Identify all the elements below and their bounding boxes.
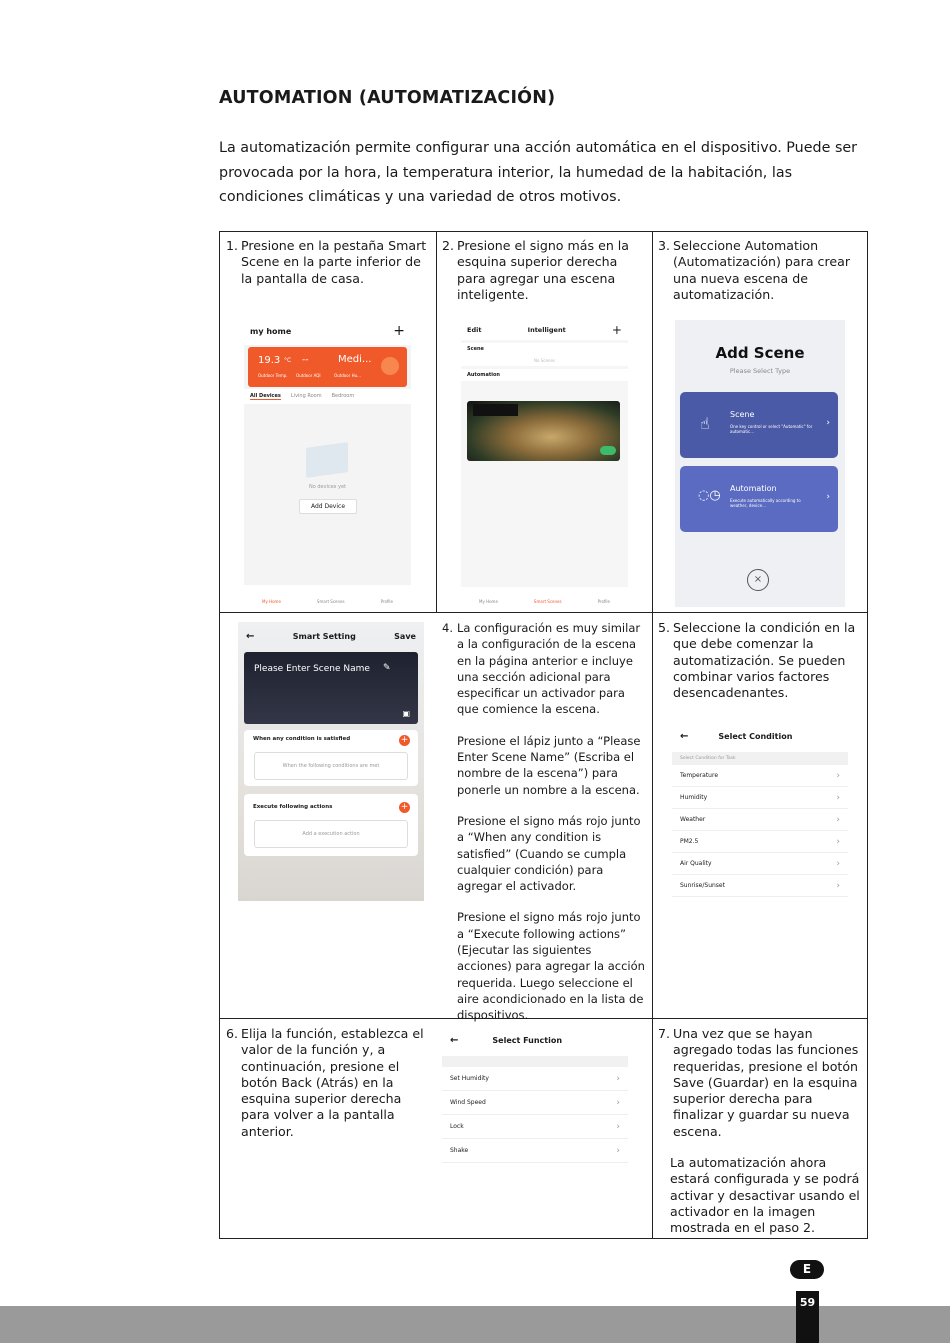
step-6: 6. Elija la función, establezca el valor de la función y, a continuación, presione el botón Back (Atrás) en la esquina superior derecha para volver a la pantalla anterior. <box>226 1026 424 1139</box>
close-icon[interactable]: × <box>747 569 769 591</box>
scene-photo <box>467 401 620 461</box>
add-icon: + <box>393 323 405 339</box>
screenshot-add-scene: Add Scene Please Select Type ☝ Scene One key control or select "Automatic" for automatic... › ◌◷ Automation Execute automatically according to weather, device... › × <box>675 320 845 607</box>
step-2: 2. Presione el signo más en la esquina superior derecha para agregar una escena inteligente. <box>442 238 630 302</box>
add-device-button[interactable]: Add Device <box>299 499 357 514</box>
condition-item[interactable]: Weather › <box>672 809 848 831</box>
image-icon[interactable]: ▣ <box>402 709 410 718</box>
condition-item[interactable]: PM2.5 › <box>672 831 848 853</box>
toggle[interactable] <box>600 446 616 455</box>
intro-paragraph: La automatización permite configurar una acción automática en el dispositivo. Puede ser provocada por la hora, la temperatura interior, la humedad de la habitación, las condiciones climáticas y una variedad de otros motivos. <box>219 140 858 205</box>
page-number: 59 <box>796 1291 819 1343</box>
empty-box-icon <box>306 442 348 478</box>
weather-clock-icon: ◌◷ <box>698 488 721 503</box>
add-action-button[interactable]: + <box>400 802 409 812</box>
screenshot-intelligent: Edit Intelligent + Scene No Scenes Automation My Home Smart Scenes Profile <box>461 320 628 607</box>
condition-item[interactable]: Air Quality › <box>672 853 848 875</box>
screenshot-smart-setting: ← Smart Setting Save Please Enter Scene Name ✎ ▣ When any condition is satisfied + When the following conditions are met Execute following actions + Add a execution action <box>238 622 424 901</box>
scene-card[interactable]: ☝ Scene One key control or select "Automatic" for automatic... › <box>680 392 838 458</box>
pencil-icon[interactable]: ✎ <box>383 663 391 673</box>
condition-item[interactable]: Sunrise/Sunset › <box>672 875 848 897</box>
condition-item[interactable]: Temperature › <box>672 765 848 787</box>
screenshot-select-function: ← Select Function Set Humidity › Wind Speed › Lock › Shake › <box>442 1024 628 1164</box>
function-item[interactable]: Lock › <box>442 1115 628 1139</box>
page-title: AUTOMATION (AUTOMATIZACIÓN) <box>219 88 556 108</box>
language-badge: E <box>790 1260 824 1279</box>
add-icon[interactable]: + <box>611 323 622 337</box>
step-4: 4. La configuración es muy similar a la configuración de la escena en la página anterior e incluye una sección adicional para especificar un activador para que comience la escena. Presione el lápiz junto a “Please Enter Scene Name” (Escriba el nombre de la escena”) para ponerle un nombre a la escena. Presione el signo más rojo junto a “When any condition is satisfied” (Cuando se cumpla cualquier condición) para agregar el activador. Presione el signo más rojo junto a “Execute following actions” (Ejecutar las siguientes acciones) para agregar la acción requerida. Luego seleccione el aire acondicionado en la lista de dispositivos. <box>442 621 645 1023</box>
step-5: 5. Seleccione la condición en la que debe comenzar la automatización. Se pueden combinar varios factores desencadenantes. <box>658 620 856 701</box>
screenshot-select-condition: ← Select Condition Select Condition for Task Temperature › Humidity › Weather › PM2.5 › Air Quality › Sunrise/Sunset › <box>672 720 848 903</box>
mic-icon <box>381 357 399 375</box>
function-item[interactable]: Shake › <box>442 1139 628 1163</box>
step-7: 7. Una vez que se hayan agregado todas las funciones requeridas, presione el botón Save (Guardar) en la esquina superior derecha para finalizar y guardar su nueva escena. La automatización ahora estará configurada y se podrá activar y desactivar usando el activador en la imagen mostrada en el paso 2. <box>658 1026 860 1236</box>
chevron-right-icon: › <box>826 492 830 502</box>
step-1: 1. Presione en la pestaña Smart Scene en la parte inferior de la pantalla de casa. <box>226 238 427 286</box>
screenshot-home: my home + 19.3 °C -- Medi... Outdoor Temp. Outdoor AQI Outdoor Hu... All Devices Living Room Bedroom No devices yet Add Device My Home Smart Scenes Profile <box>244 317 411 607</box>
function-item[interactable]: Wind Speed › <box>442 1091 628 1115</box>
back-arrow-icon[interactable]: ← <box>450 1034 459 1046</box>
add-condition-button[interactable]: + <box>400 735 409 745</box>
function-item[interactable]: Set Humidity › <box>442 1067 628 1091</box>
automation-card[interactable]: ◌◷ Automation Execute automatically according to weather, device... › <box>680 466 838 532</box>
scene-name-banner[interactable]: Please Enter Scene Name ✎ ▣ <box>244 652 418 724</box>
steps-table <box>219 231 868 1239</box>
tap-icon: ☝ <box>700 414 710 433</box>
condition-item[interactable]: Humidity › <box>672 787 848 809</box>
back-arrow-icon[interactable]: ← <box>246 630 255 642</box>
back-arrow-icon[interactable]: ← <box>680 730 689 742</box>
step-3: 3. Seleccione Automation (Automatización) para crear una nueva escena de automatización. <box>658 238 851 302</box>
weather-card: 19.3 °C -- Medi... Outdoor Temp. Outdoor AQI Outdoor Hu... <box>248 347 407 387</box>
chevron-right-icon: › <box>826 418 830 428</box>
